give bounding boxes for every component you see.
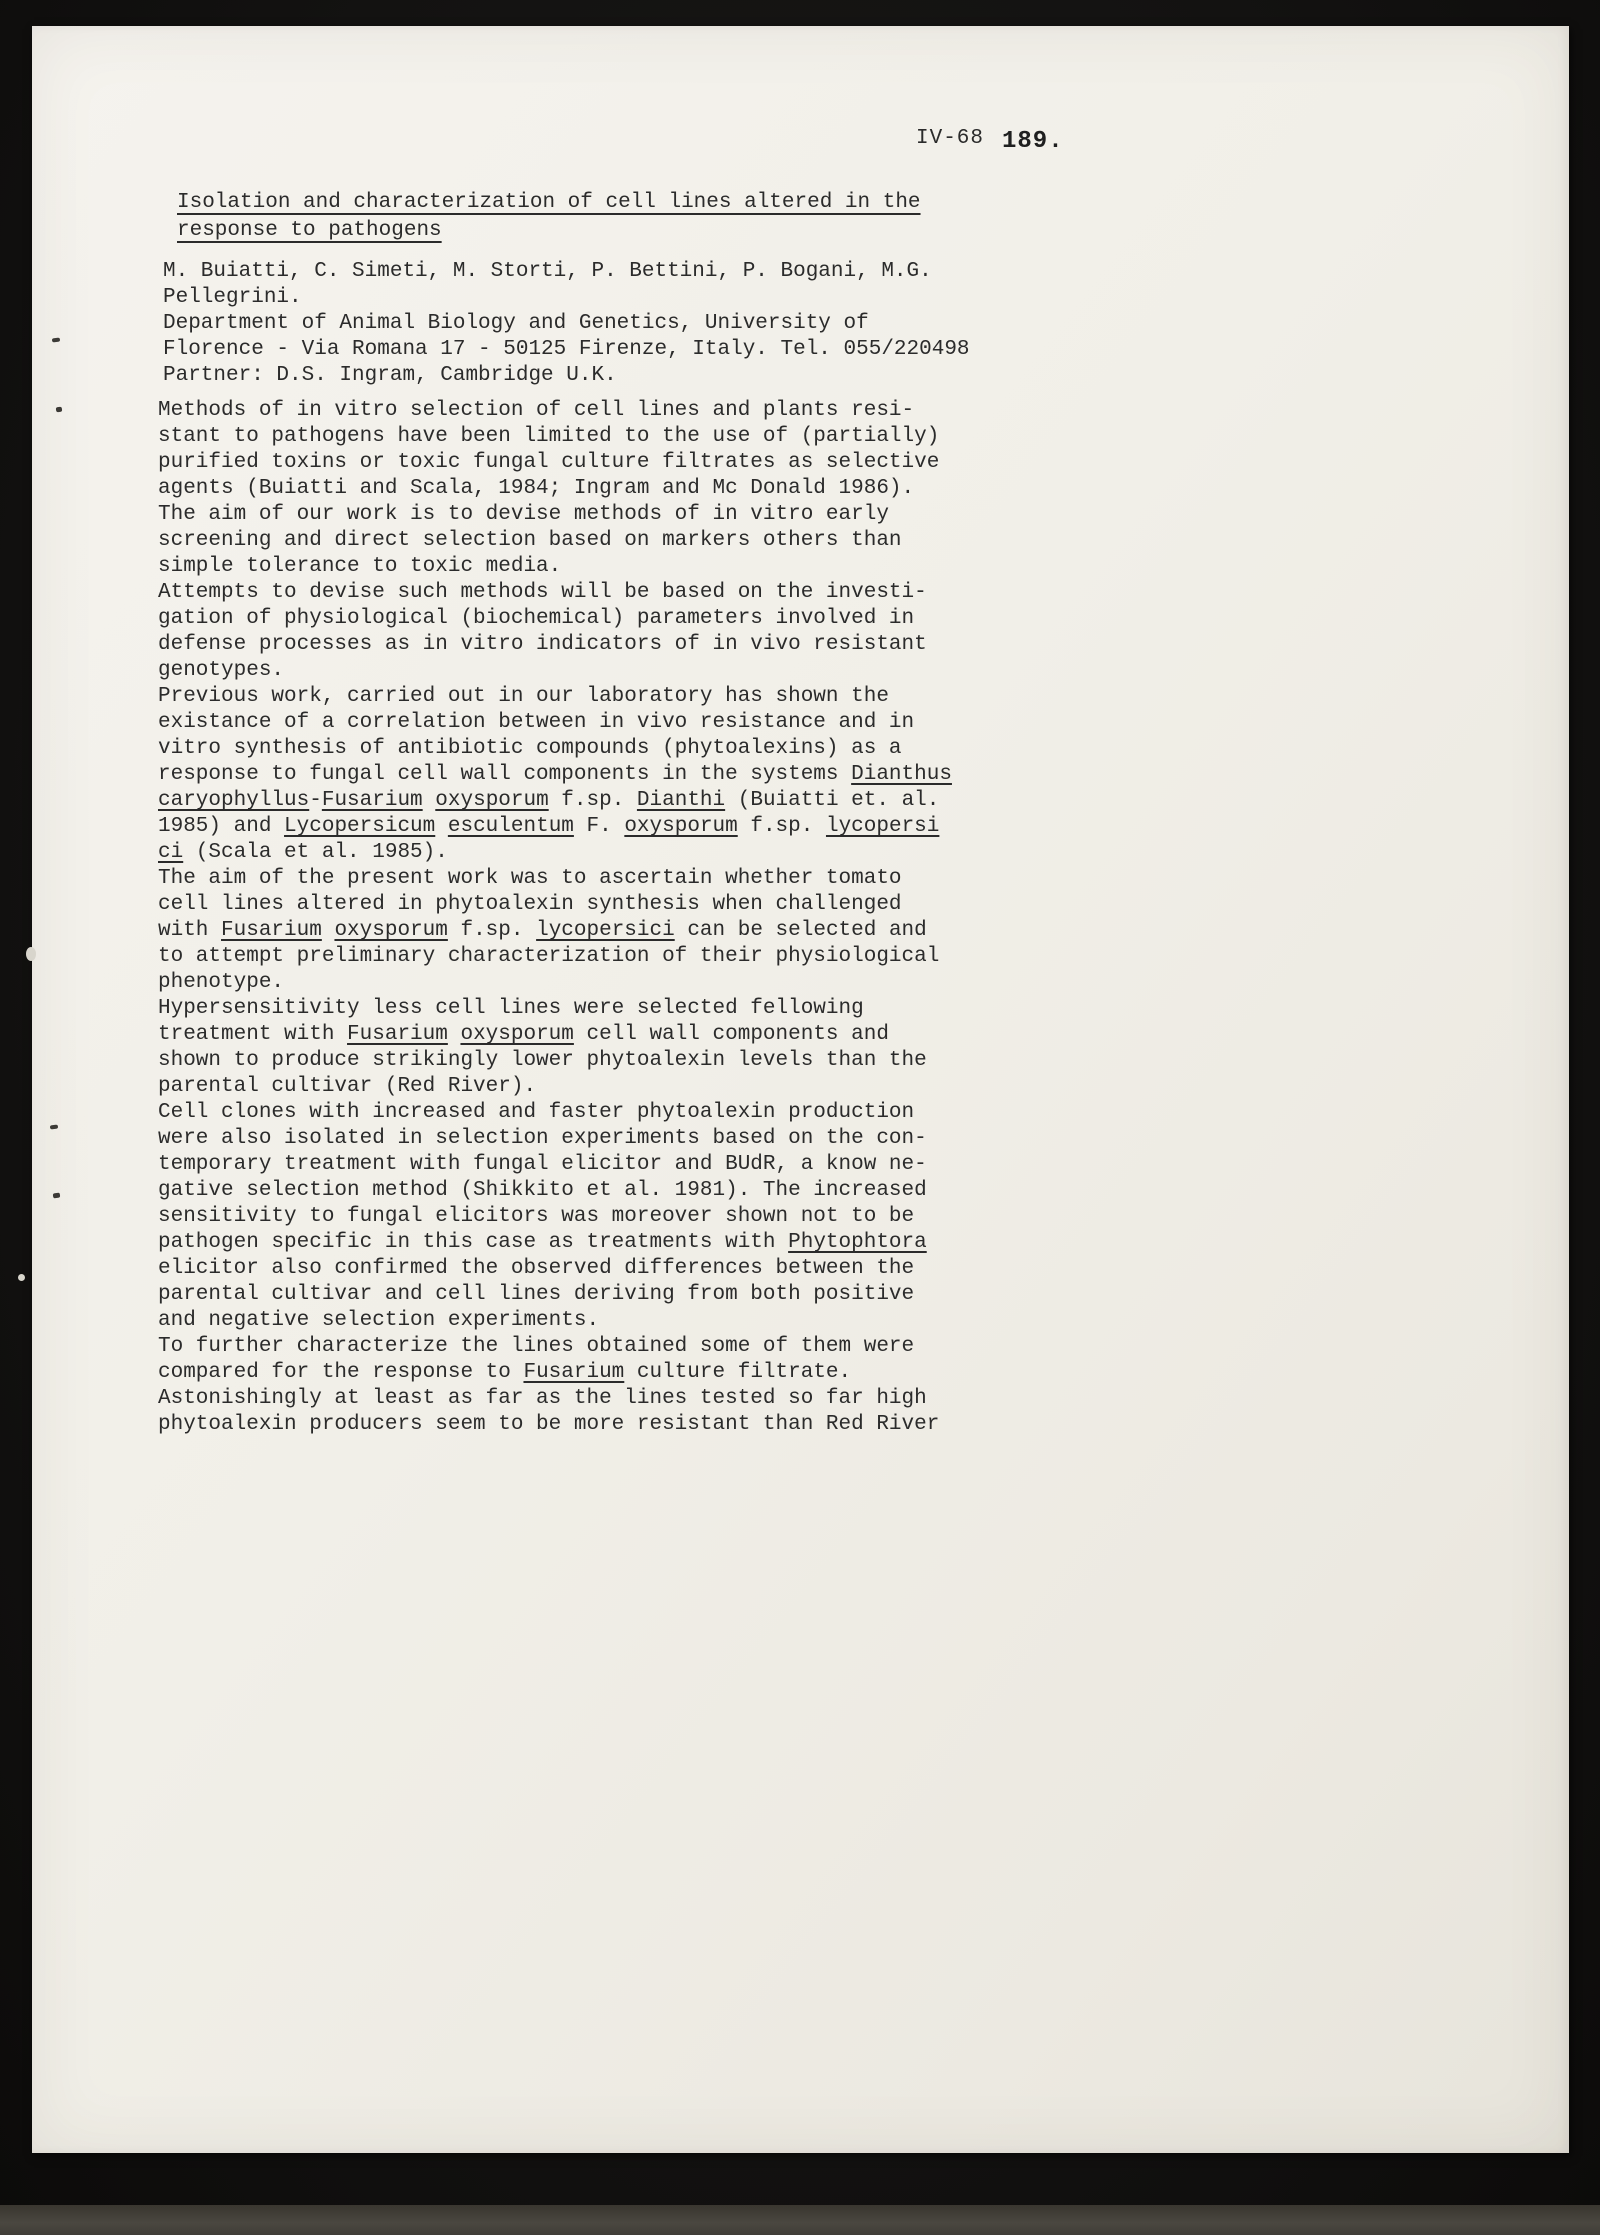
- scan-artifact: [56, 407, 63, 413]
- text-line: cell lines altered in phytoalexin synthesis when challenged: [158, 893, 902, 916]
- text-line: temporary treatment with fungal elicitor and BUdR, a know ne-: [158, 1153, 927, 1176]
- text-line: stant to pathogens have been limited to the use of (partially): [158, 425, 940, 448]
- text-line: Partner: D.S. Ingram, Cambridge U.K.: [163, 364, 617, 387]
- text-line: shown to produce strikingly lower phytoalexin levels than the: [158, 1049, 927, 1072]
- text-line: response to pathogens: [177, 219, 442, 242]
- text-line: Hypersensitivity less cell lines were selected fellowing: [158, 997, 864, 1020]
- text-line: treatment with Fusarium oxysporum cell wall components and: [158, 1023, 889, 1046]
- table-edge-background: [0, 2205, 1600, 2235]
- text-line: Astonishingly at least as far as the lines tested so far high: [158, 1387, 927, 1410]
- text-line: parental cultivar and cell lines deriving from both positive: [158, 1283, 915, 1306]
- text-line: Pellegrini.: [163, 286, 302, 309]
- paper-edge-speck: [26, 947, 36, 961]
- section-code: IV-68: [916, 127, 985, 150]
- text-line: purified toxins or toxic fungal culture filtrates as selective: [158, 451, 940, 474]
- text-line: parental cultivar (Red River).: [158, 1075, 537, 1098]
- text-line: gative selection method (Shikkito et al. 1981). The increased: [158, 1179, 927, 1202]
- scan-artifact: [50, 1124, 58, 1129]
- text-line: pathogen specific in this case as treatments with Phytophtora: [158, 1231, 927, 1254]
- text-line: 1985) and Lycopersicum esculentum F. oxysporum f.sp. lycopersi: [158, 815, 940, 838]
- text-line: sensitivity to fungal elicitors was moreover shown not to be: [158, 1205, 915, 1228]
- text-line: simple tolerance to toxic media.: [158, 555, 562, 578]
- text-line: M. Buiatti, C. Simeti, M. Storti, P. Bettini, P. Bogani, M.G.: [163, 260, 932, 283]
- document-title: [177, 189, 921, 245]
- text-line: screening and direct selection based on markers others than: [158, 529, 902, 552]
- text-line: Isolation and characterization of cell lines altered in the: [177, 191, 921, 214]
- text-line: compared for the response to Fusarium culture filtrate.: [158, 1361, 852, 1384]
- paper-edge-speck: [18, 1274, 25, 1281]
- scan-artifact: [53, 1193, 61, 1199]
- text-line: genotypes.: [158, 659, 285, 682]
- text-line: vitro synthesis of antibiotic compounds (phytoalexins) as a: [158, 737, 902, 760]
- text-line: to attempt preliminary characterization of their physiological: [158, 945, 940, 968]
- text-line: phenotype.: [158, 971, 285, 994]
- abstract-body: [158, 398, 952, 1438]
- text-line: Cell clones with increased and faster phytoalexin production: [158, 1101, 915, 1124]
- text-line: defense processes as in vitro indicators of in vivo resistant: [158, 633, 927, 656]
- paper-sheet: [32, 26, 1569, 2153]
- text-line: To further characterize the lines obtained some of them were: [158, 1335, 915, 1358]
- scan-artifact: [52, 337, 60, 342]
- text-line: Methods of in vitro selection of cell lines and plants resi-: [158, 399, 915, 422]
- text-line: gation of physiological (biochemical) parameters involved in: [158, 607, 915, 630]
- text-line: existance of a correlation between in vivo resistance and in: [158, 711, 915, 734]
- text-line: ci (Scala et al. 1985).: [158, 841, 448, 864]
- text-line: The aim of our work is to devise methods of in vitro early: [158, 503, 889, 526]
- text-line: with Fusarium oxysporum f.sp. lycopersici can be selected and: [158, 919, 927, 942]
- text-line: The aim of the present work was to ascertain whether tomato: [158, 867, 902, 890]
- text-line: Previous work, carried out in our laboratory has shown the: [158, 685, 889, 708]
- text-line: phytoalexin producers seem to be more resistant than Red River: [158, 1413, 940, 1436]
- text-line: were also isolated in selection experiments based on the con-: [158, 1127, 927, 1150]
- authors-affiliation: [163, 259, 970, 389]
- text-line: elicitor also confirmed the observed differences between the: [158, 1257, 915, 1280]
- text-line: Department of Animal Biology and Genetics, University of: [163, 312, 869, 335]
- text-line: Florence - Via Romana 17 - 50125 Firenze, Italy. Tel. 055/220498: [163, 338, 970, 361]
- page-number: 189.: [1002, 128, 1064, 155]
- text-line: and negative selection experiments.: [158, 1309, 600, 1332]
- text-line: Attempts to devise such methods will be based on the investi-: [158, 581, 927, 604]
- text-line: caryophyllus-Fusarium oxysporum f.sp. Dianthi (Buiatti et. al.: [158, 789, 940, 812]
- text-line: agents (Buiatti and Scala, 1984; Ingram and Mc Donald 1986).: [158, 477, 915, 500]
- text-line: response to fungal cell wall components in the systems Dianthus: [158, 763, 952, 786]
